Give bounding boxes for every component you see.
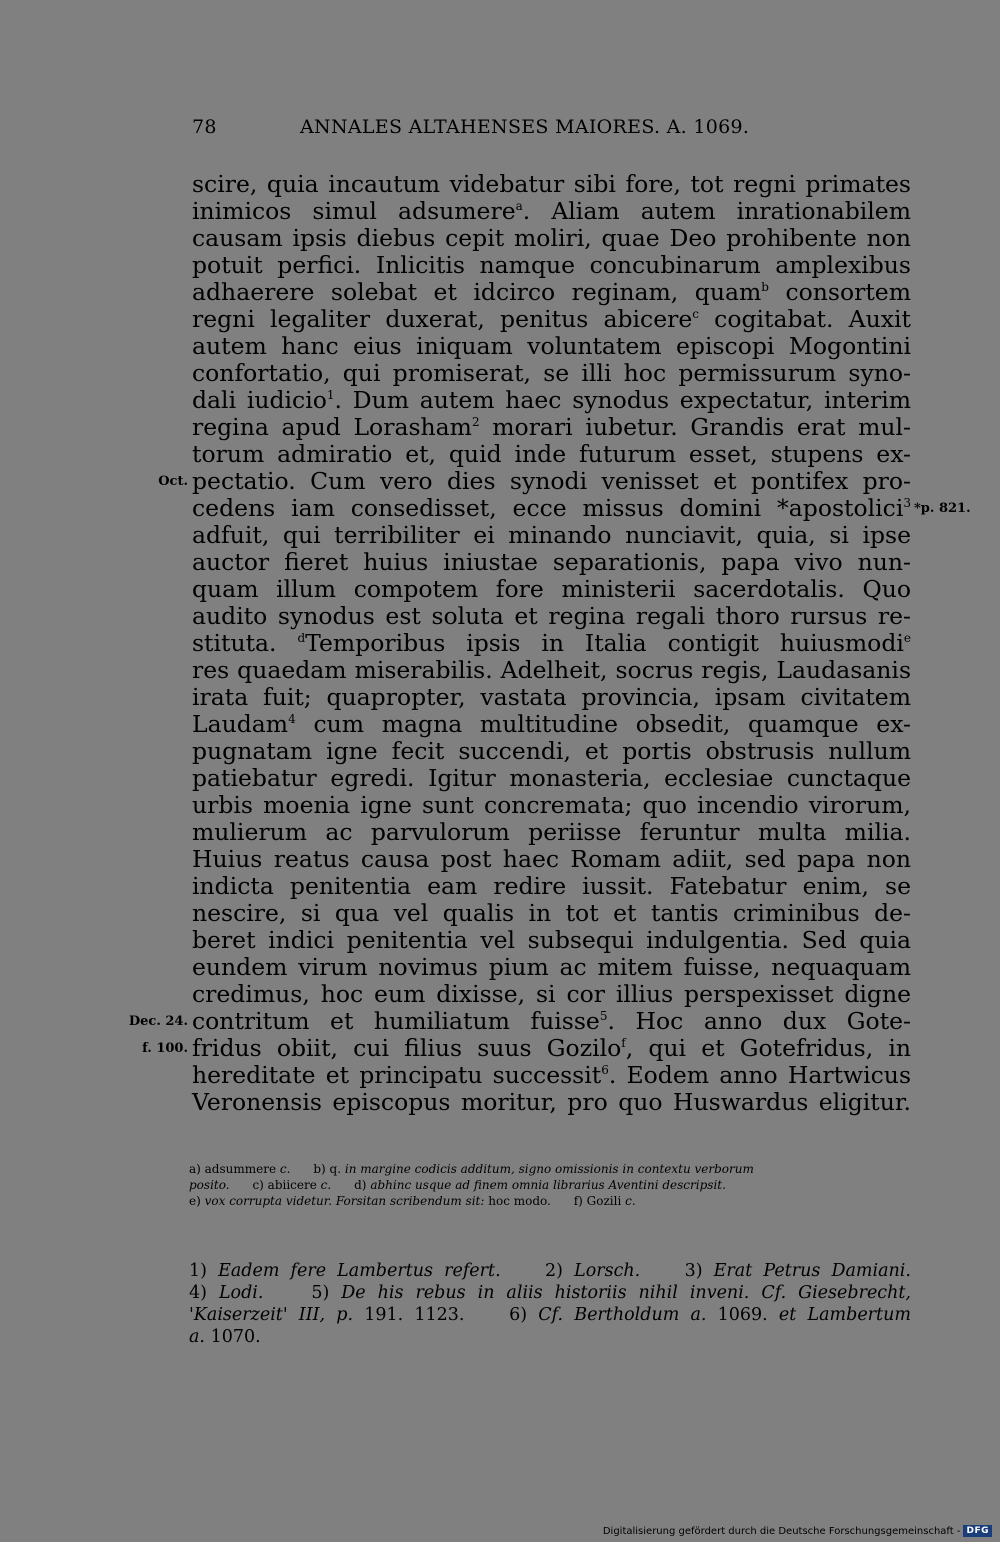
text-line: potuit perfici. Inlicitis namque concubinarum amplexibus [192, 251, 911, 279]
credit-text: Digitalisierung gefördert durch die Deutsche Forschungsgemeinschaft - [602, 1525, 961, 1537]
text-line: pectatio. Cum vero dies synodi venisset et pontifex pro- [192, 467, 911, 495]
text-line: scire, quia incautum videbatur sibi fore, tot regni primates [192, 170, 911, 198]
text-line: confortatio, qui promiserat, se illi hoc permissurum syno- [192, 359, 911, 387]
text-line: quam illum compotem fore ministerii sacerdotalis. Quo [192, 575, 911, 603]
text-line: mulierum ac parvulorum periisse feruntur multa milia. [192, 818, 911, 846]
text-line: Veronensis episcopus moritur, pro quo Huswardus eligitur. [192, 1088, 911, 1116]
running-title: ANNALES ALTAHENSES MAIORES. A. 1069. [300, 116, 750, 138]
apparatus-line: e) vox corrupta videtur. Forsitan scribendum sit: hoc modo. f) Gozili c. [189, 1194, 636, 1208]
text-line: inimicos simul adsumere$^a$. Aliam autem inrationabilem [192, 197, 911, 225]
margin-note-folio: f. 100. [142, 1041, 188, 1056]
text-line: regina apud Lorasham$^2$ morari iubetur. Grandis erat mul- [192, 413, 911, 441]
text-line: dali iudicio$^1$. Dum autem haec synodus expectatur, interim [192, 386, 911, 414]
footnote-line: a. 1070. [189, 1327, 261, 1347]
text-line: beret indici penitentia vel subsequi indulgentia. Sed quia [192, 926, 911, 954]
text-line: nescire, si qua vel qualis in tot et tantis criminibus de- [192, 899, 911, 927]
text-line: irata fuit; quapropter, vastata provincia, ipsam civitatem [192, 683, 911, 711]
footnote-line: 'Kaiserzeit' III, p. 191. 1123. 6) Cf. Bertholdum a. 1069. et Lambertum [189, 1305, 911, 1325]
text-line: auctor fieret huius iniustae separationis, papa vivo nun- [192, 548, 911, 576]
margin-note-oct: Oct. [158, 474, 188, 489]
text-line: indicta penitentia eam redire iussit. Fatebatur enim, se [192, 872, 911, 900]
text-line: fridus obiit, cui filius suus Gozilo$^f$, qui et Gotefridus, in [192, 1034, 911, 1062]
text-line: contritum et humiliatum fuisse$^5$. Hoc anno dux Gote- [192, 1007, 911, 1035]
text-line: eundem virum novimus pium ac mitem fuisse, nequaquam [192, 953, 911, 981]
footnote-line: 1) Eadem fere Lambertus refert. 2) Lorsch. 3) Erat Petrus Damiani. [189, 1261, 911, 1281]
margin-note-page-ref: *p. 821. [914, 501, 971, 516]
text-line: audito synodus est soluta et regina regali thoro rursus re- [192, 602, 911, 630]
text-line: torum admiratio et, quid inde futurum esset, stupens ex- [192, 440, 911, 468]
text-line: res quaedam miserabilis. Adelheit, socrus regis, Laudasanis [192, 656, 911, 684]
apparatus-line: posito. c) abiicere c. d) abhinc usque ad finem omnia librarius Aventini descripsit. [189, 1178, 726, 1192]
text-line: stituta. $^d$Temporibus ipsis in Italia contigit huiusmodi$^e$ [192, 629, 911, 657]
text-line: urbis moenia igne sunt concremata; quo incendio virorum, [192, 791, 911, 819]
text-line: adhaerere solebat et idcirco reginam, quam$^b$ consortem [192, 278, 911, 306]
text-line: hereditate et principatu successit$^6$. Eodem anno Hartwicus [192, 1061, 911, 1089]
page-number: 78 [192, 116, 217, 138]
footnote-line: 4) Lodi. 5) De his rebus in aliis historiis nihil inveni. Cf. Giesebrecht, [189, 1283, 911, 1303]
text-line: Huius reatus causa post haec Romam adiit, sed papa non [192, 845, 911, 873]
text-line: regni legaliter duxerat, penitus abicere$^c$ cogitabat. Auxit [192, 305, 911, 333]
text-line: credimus, hoc eum dixisse, si cor illius perspexisset digne [192, 980, 911, 1008]
text-line: pugnatam igne fecit succendi, et portis obstrusis nullum [192, 737, 911, 765]
digitization-credit [603, 1525, 992, 1537]
text-line: cedens iam consedisset, ecce missus domini *apostolici$^3$ [192, 494, 911, 522]
text-line: adfuit, qui terribiliter ei minando nunciavit, quia, si ipse [192, 521, 911, 549]
apparatus-line: a) adsummere c. b) q. in margine codicis additum, signo omissionis in contextu verborum [189, 1162, 754, 1176]
dfg-logo: DFG [963, 1525, 992, 1537]
margin-note-dec: Dec. 24. [128, 1014, 188, 1029]
text-line: autem hanc eius iniquam voluntatem episcopi Mogontini [192, 332, 911, 360]
text-line: patiebatur egredi. Igitur monasteria, ecclesiae cunctaque [192, 764, 911, 792]
text-line: Laudam$^4$ cum magna multitudine obsedit, quamque ex- [192, 710, 911, 738]
text-line: causam ipsis diebus cepit moliri, quae Deo prohibente non [192, 224, 911, 252]
